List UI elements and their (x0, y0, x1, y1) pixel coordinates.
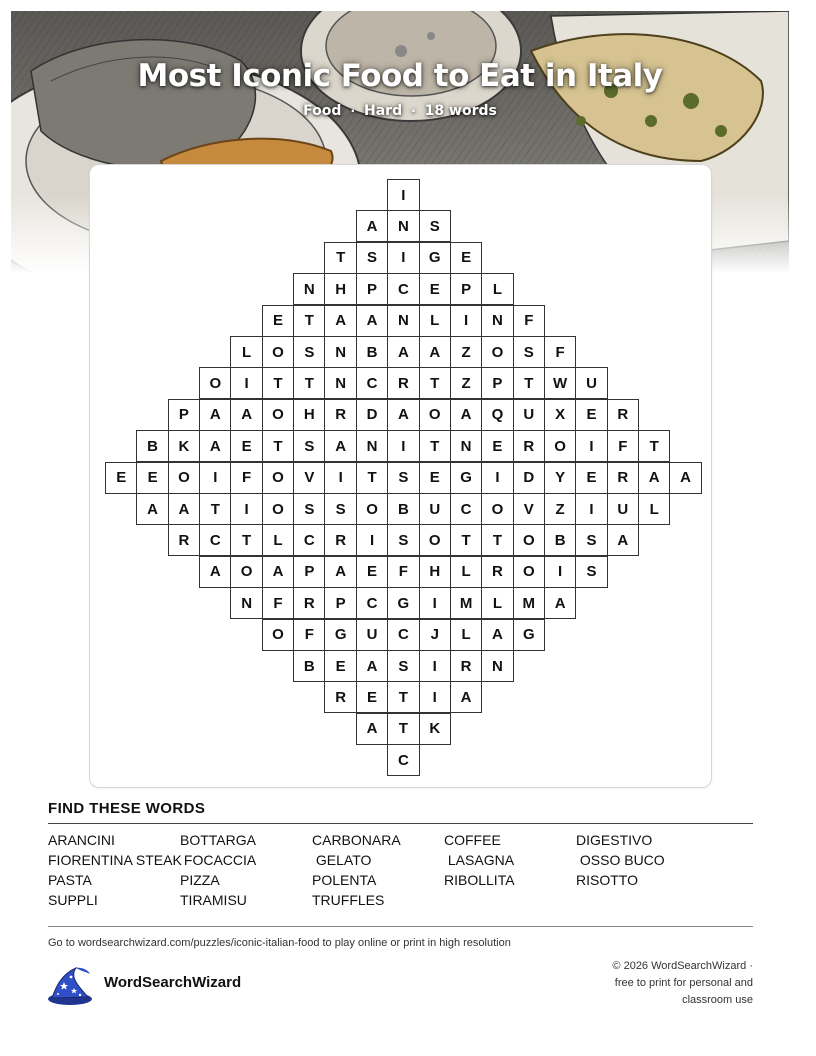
grid-cell[interactable]: A (230, 399, 263, 431)
grid-cell[interactable]: B (356, 336, 389, 368)
grid-cell[interactable]: T (199, 493, 232, 525)
word-item: DIGESTIVO (576, 832, 653, 848)
grid-cell[interactable]: F (387, 556, 420, 588)
grid-cell[interactable]: I (575, 430, 608, 462)
grid-cell[interactable]: A (199, 430, 232, 462)
grid-cell[interactable]: N (324, 367, 357, 399)
grid-cell[interactable]: O (262, 399, 295, 431)
grid-cell[interactable]: T (450, 524, 483, 556)
grid-cell[interactable]: A (669, 462, 702, 494)
grid-cell[interactable]: H (324, 273, 357, 305)
grid-cell[interactable]: R (481, 556, 514, 588)
grid-cell[interactable]: Z (450, 367, 483, 399)
grid-cell[interactable]: N (293, 273, 326, 305)
footer-url-text: Go to wordsearchwizard.com/puzzles/iconic-italian-food to play online or print in high resolution (48, 937, 511, 949)
grid-cell[interactable]: F (293, 619, 326, 651)
grid-cell[interactable]: V (513, 493, 546, 525)
grid-cell[interactable]: O (262, 336, 295, 368)
grid-cell[interactable]: I (419, 681, 452, 713)
grid-cell[interactable]: T (324, 242, 357, 274)
grid-cell[interactable]: E (450, 242, 483, 274)
grid-cell[interactable]: L (638, 493, 671, 525)
grid-cell[interactable]: R (607, 399, 640, 431)
grid-cell[interactable]: E (230, 430, 263, 462)
word-item: GELATO (312, 852, 372, 868)
grid-cell[interactable]: I (481, 462, 514, 494)
grid-cell[interactable]: X (544, 399, 577, 431)
grid-cell[interactable]: E (356, 556, 389, 588)
grid-cell[interactable]: P (324, 587, 357, 619)
grid-cell[interactable]: T (293, 305, 326, 337)
grid-cell[interactable]: R (168, 524, 201, 556)
grid-cell[interactable]: O (356, 493, 389, 525)
grid-cell[interactable]: A (324, 556, 357, 588)
grid-cell[interactable]: I (419, 587, 452, 619)
grid-cell[interactable]: G (513, 619, 546, 651)
grid-cell[interactable]: C (387, 273, 420, 305)
grid-cell[interactable]: S (387, 524, 420, 556)
grid-cell[interactable]: P (168, 399, 201, 431)
grid-cell[interactable]: L (481, 273, 514, 305)
grid-cell[interactable]: I (324, 462, 357, 494)
grid-cell[interactable]: L (262, 524, 295, 556)
word-count-label: 18 words (424, 103, 497, 119)
word-item: BOTTARGA (180, 832, 256, 848)
grid-cell[interactable]: P (481, 367, 514, 399)
grid-cell[interactable]: A (419, 336, 452, 368)
grid-cell[interactable]: L (419, 305, 452, 337)
word-item: FOCACCIA (180, 852, 257, 868)
grid-cell[interactable]: D (513, 462, 546, 494)
grid-cell[interactable]: A (199, 399, 232, 431)
grid-cell[interactable]: O (262, 619, 295, 651)
copyright-line: classroom use (682, 994, 753, 1006)
grid-cell[interactable]: B (544, 524, 577, 556)
grid-cell[interactable]: T (419, 367, 452, 399)
grid-cell[interactable]: Q (481, 399, 514, 431)
grid-cell[interactable]: O (419, 524, 452, 556)
grid-cell[interactable]: O (481, 336, 514, 368)
grid-cell[interactable]: S (419, 210, 452, 242)
grid-cell[interactable]: A (450, 681, 483, 713)
grid-cell[interactable]: A (481, 619, 514, 651)
grid-cell[interactable]: T (513, 367, 546, 399)
grid-cell[interactable]: R (324, 399, 357, 431)
word-item: TRUFFLES (312, 892, 385, 908)
grid-cell[interactable]: P (356, 273, 389, 305)
grid-cell[interactable]: T (387, 713, 420, 745)
grid-cell[interactable]: C (387, 744, 420, 776)
word-item: PASTA (48, 872, 92, 888)
grid-cell[interactable]: S (513, 336, 546, 368)
grid-cell[interactable]: I (199, 462, 232, 494)
grid-cell[interactable]: R (513, 430, 546, 462)
copyright-line: free to print for personal and (614, 977, 753, 989)
grid-cell[interactable]: M (450, 587, 483, 619)
copyright-line: © 2026 WordSearchWizard · (612, 960, 753, 972)
grid-cell[interactable]: A (387, 336, 420, 368)
grid-cell[interactable]: O (262, 462, 295, 494)
grid-cell[interactable]: S (293, 430, 326, 462)
grid-cell[interactable]: G (324, 619, 357, 651)
grid-cell[interactable]: N (387, 305, 420, 337)
meta-separator: · (350, 104, 355, 118)
grid-cell[interactable]: T (293, 367, 326, 399)
grid-cell[interactable]: S (293, 493, 326, 525)
grid-cell[interactable]: N (324, 336, 357, 368)
grid-cell[interactable]: I (575, 493, 608, 525)
grid-cell[interactable]: T (356, 462, 389, 494)
grid-cell[interactable]: M (513, 587, 546, 619)
grid-cell[interactable]: A (544, 587, 577, 619)
grid-cell[interactable]: S (356, 242, 389, 274)
grid-cell[interactable]: I (230, 493, 263, 525)
meta-separator: · (411, 104, 416, 118)
grid-cell[interactable]: I (230, 367, 263, 399)
grid-cell[interactable]: A (136, 493, 169, 525)
brand-name: WordSearchWizard (104, 974, 242, 991)
grid-cell[interactable]: A (356, 210, 389, 242)
grid-cell[interactable]: A (324, 305, 357, 337)
grid-cell[interactable]: U (356, 619, 389, 651)
grid-cell[interactable]: F (513, 305, 546, 337)
grid-cell[interactable]: E (575, 462, 608, 494)
grid-cell[interactable]: E (481, 430, 514, 462)
grid-cell[interactable]: O (544, 430, 577, 462)
word-item: ARANCINI (48, 832, 115, 848)
grid-cell[interactable]: K (168, 430, 201, 462)
grid-cell[interactable]: H (419, 556, 452, 588)
grid-cell[interactable]: H (293, 399, 326, 431)
copyright-notice (583, 958, 753, 1009)
grid-cell[interactable]: T (230, 524, 263, 556)
grid-cell[interactable]: S (293, 336, 326, 368)
word-item: TIRAMISU (180, 892, 247, 908)
grid-cell[interactable]: R (450, 650, 483, 682)
grid-cell[interactable]: T (481, 524, 514, 556)
puzzle-meta (0, 103, 800, 119)
grid-cell[interactable]: S (387, 650, 420, 682)
grid-cell[interactable]: C (199, 524, 232, 556)
grid-cell[interactable]: C (356, 367, 389, 399)
grid-cell[interactable]: U (607, 493, 640, 525)
grid-cell[interactable]: L (450, 556, 483, 588)
grid-cell[interactable]: G (387, 587, 420, 619)
puzzle-title: Most Iconic Food to Eat in Italy (137, 58, 663, 94)
letter-grid (90, 165, 711, 787)
grid-cell[interactable]: A (324, 430, 357, 462)
grid-cell[interactable]: F (230, 462, 263, 494)
grid-cell[interactable]: G (419, 242, 452, 274)
words-heading: FIND THESE WORDS (48, 800, 206, 817)
grid-cell[interactable]: O (419, 399, 452, 431)
grid-cell[interactable]: N (387, 210, 420, 242)
grid-cell[interactable]: G (450, 462, 483, 494)
grid-cell[interactable]: A (607, 524, 640, 556)
grid-cell[interactable]: C (450, 493, 483, 525)
grid-cell[interactable]: E (356, 681, 389, 713)
grid-cell[interactable]: D (356, 399, 389, 431)
grid-cell[interactable]: N (356, 430, 389, 462)
grid-cell[interactable]: N (481, 650, 514, 682)
grid-cell[interactable]: A (450, 399, 483, 431)
grid-cell[interactable]: B (293, 650, 326, 682)
grid-cell[interactable]: C (293, 524, 326, 556)
grid-cell[interactable]: A (387, 399, 420, 431)
word-item: RIBOLLITA (444, 872, 515, 888)
grid-cell[interactable]: L (481, 587, 514, 619)
grid-cell[interactable]: I (419, 650, 452, 682)
grid-cell[interactable]: A (168, 493, 201, 525)
grid-cell[interactable]: B (136, 430, 169, 462)
grid-cell[interactable]: A (638, 462, 671, 494)
divider (48, 926, 753, 927)
grid-cell[interactable]: A (262, 556, 295, 588)
grid-cell[interactable]: O (481, 493, 514, 525)
grid-cell[interactable]: S (387, 462, 420, 494)
grid-cell[interactable]: E (419, 462, 452, 494)
grid-cell[interactable]: A (356, 713, 389, 745)
grid-cell[interactable]: S (324, 493, 357, 525)
word-item: OSSO BUCO (576, 852, 665, 868)
word-item: COFFEE (444, 832, 501, 848)
grid-cell[interactable]: E (105, 462, 138, 494)
grid-cell[interactable]: E (262, 305, 295, 337)
word-item: POLENTA (312, 872, 377, 888)
grid-cell[interactable]: R (324, 524, 357, 556)
grid-cell[interactable]: O (262, 493, 295, 525)
grid-cell[interactable]: I (544, 556, 577, 588)
grid-cell[interactable]: V (293, 462, 326, 494)
grid-cell[interactable]: O (168, 462, 201, 494)
grid-cell[interactable]: E (575, 399, 608, 431)
grid-cell[interactable]: F (544, 336, 577, 368)
grid-cell[interactable]: R (293, 587, 326, 619)
grid-cell[interactable]: U (575, 367, 608, 399)
grid-cell[interactable]: L (450, 619, 483, 651)
grid-cell[interactable]: O (513, 556, 546, 588)
grid-cell[interactable]: N (450, 430, 483, 462)
grid-cell[interactable]: S (575, 524, 608, 556)
grid-cell[interactable]: P (293, 556, 326, 588)
grid-cell[interactable]: T (638, 430, 671, 462)
grid-cell[interactable]: I (356, 524, 389, 556)
grid-cell[interactable]: R (607, 462, 640, 494)
puzzle-card (89, 164, 712, 788)
grid-cell[interactable]: I (387, 242, 420, 274)
grid-cell[interactable]: R (324, 681, 357, 713)
grid-cell[interactable]: W (544, 367, 577, 399)
grid-cell[interactable]: J (419, 619, 452, 651)
grid-cell[interactable]: U (513, 399, 546, 431)
difficulty-label: Hard (364, 103, 403, 119)
grid-cell[interactable]: Z (544, 493, 577, 525)
grid-cell[interactable]: O (199, 367, 232, 399)
category-label: Food (303, 103, 342, 119)
word-item: SUPPLI (48, 892, 98, 908)
grid-cell[interactable]: C (356, 587, 389, 619)
grid-cell[interactable]: O (230, 556, 263, 588)
grid-cell[interactable]: I (450, 305, 483, 337)
grid-cell[interactable]: E (419, 273, 452, 305)
word-item: LASAGNA (444, 852, 515, 868)
grid-cell[interactable]: T (262, 367, 295, 399)
grid-cell[interactable]: I (387, 179, 420, 211)
grid-cell[interactable]: P (450, 273, 483, 305)
word-item: PIZZA (180, 872, 220, 888)
grid-cell[interactable]: R (387, 367, 420, 399)
grid-cell[interactable]: E (136, 462, 169, 494)
word-item: RISOTTO (576, 872, 638, 888)
grid-cell[interactable]: S (575, 556, 608, 588)
grid-cell[interactable]: N (481, 305, 514, 337)
grid-cell[interactable]: A (356, 650, 389, 682)
grid-cell[interactable]: O (513, 524, 546, 556)
grid-cell[interactable]: U (419, 493, 452, 525)
grid-cell[interactable]: I (387, 430, 420, 462)
grid-cell[interactable]: A (199, 556, 232, 588)
grid-cell[interactable]: F (262, 587, 295, 619)
wizard-hat-icon (46, 964, 94, 1006)
word-item: FIORENTINA STEAK (48, 852, 182, 868)
grid-cell[interactable]: Y (544, 462, 577, 494)
grid-cell[interactable]: T (262, 430, 295, 462)
grid-cell[interactable]: A (356, 305, 389, 337)
grid-cell[interactable]: C (387, 619, 420, 651)
grid-cell[interactable]: L (230, 336, 263, 368)
grid-cell[interactable]: T (419, 430, 452, 462)
grid-cell[interactable]: N (230, 587, 263, 619)
grid-cell[interactable]: Z (450, 336, 483, 368)
word-item: CARBONARA (312, 832, 401, 848)
grid-cell[interactable]: B (387, 493, 420, 525)
grid-cell[interactable]: K (419, 713, 452, 745)
grid-cell[interactable]: E (324, 650, 357, 682)
grid-cell[interactable]: F (607, 430, 640, 462)
grid-cell[interactable]: T (387, 681, 420, 713)
divider (48, 823, 753, 824)
